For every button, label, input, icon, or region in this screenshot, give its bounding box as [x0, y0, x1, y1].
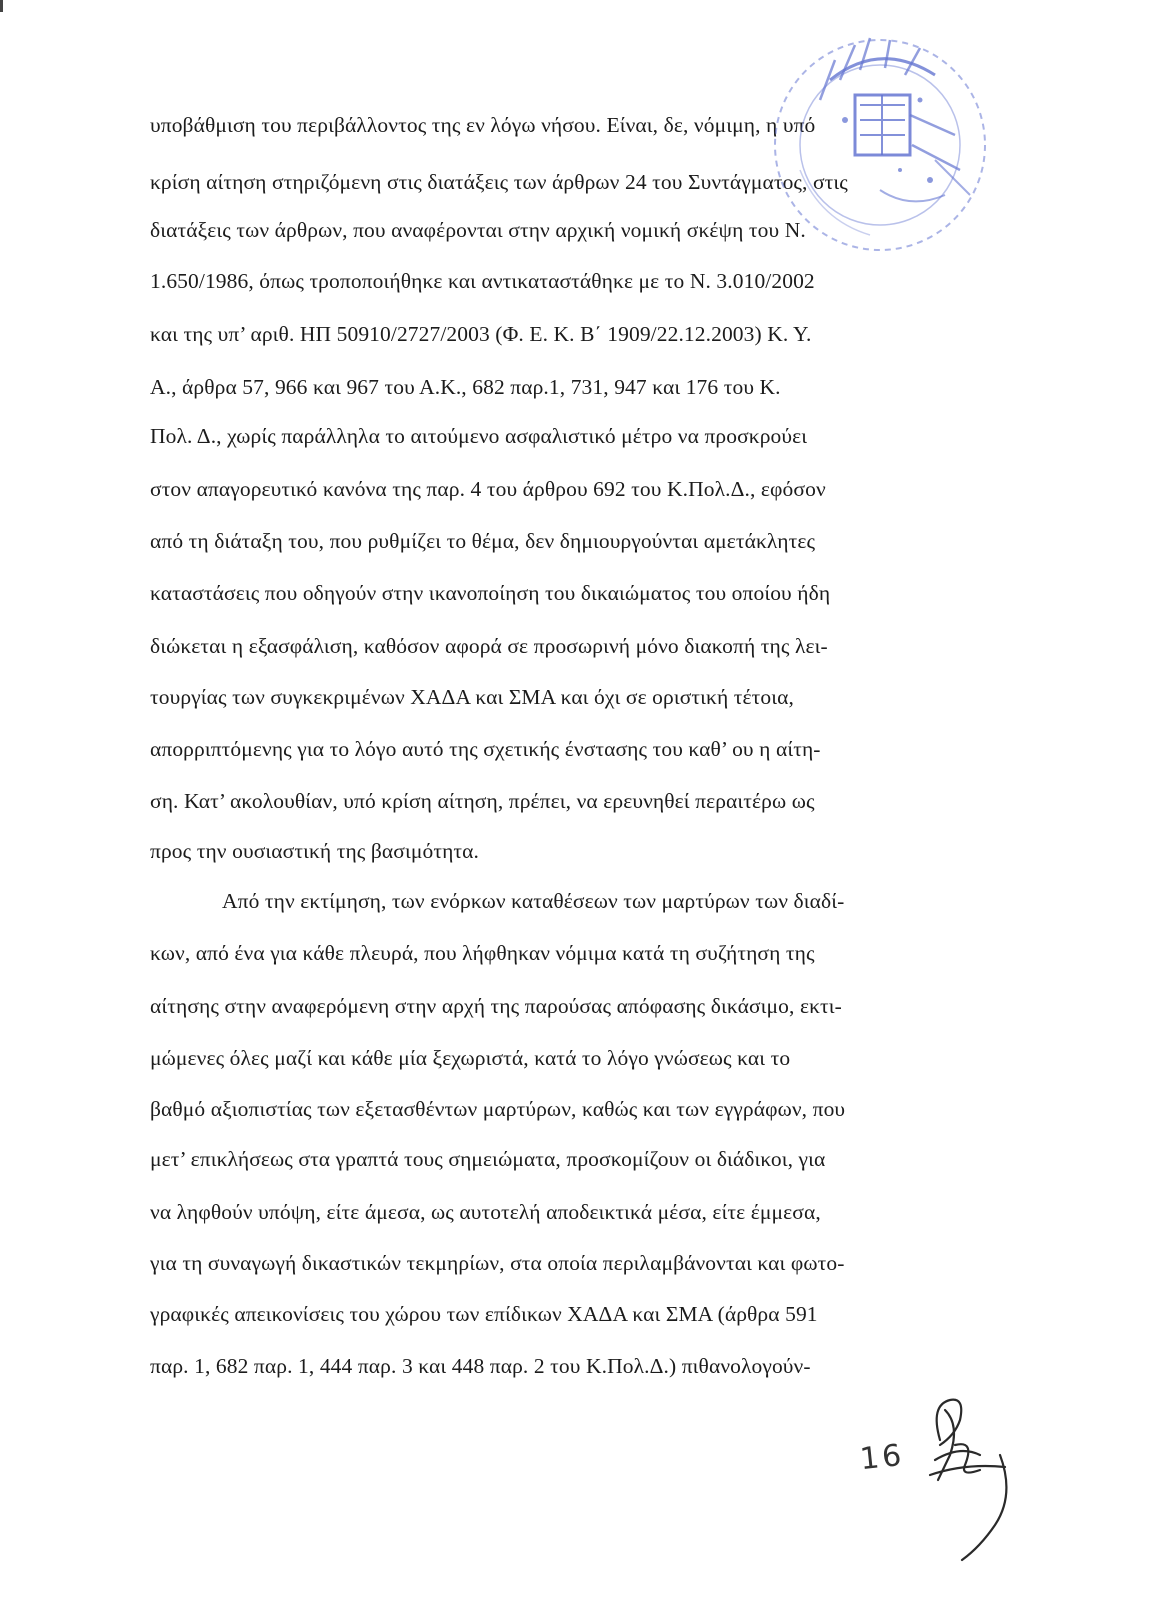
- text-line-20: βαθμό αξιοπιστίας των εξετασθέντων μαρτύρων, καθώς και των εγγράφων, που: [150, 1097, 846, 1121]
- text-line-13: απορριπτόμενης για το λόγο αυτό της σχετικής ένστασης του καθ’ ου η αίτη-: [150, 737, 821, 761]
- text-line-4: 1.650/1986, όπως τροποποιήθηκε και αντικαταστάθηκε με το Ν. 3.010/2002: [150, 269, 815, 293]
- page-number: 16: [858, 1437, 906, 1478]
- text-line-18: αίτησης στην αναφερόμενη στην αρχή της παρούσας απόφασης δικάσιμο, εκτι-: [150, 994, 842, 1018]
- text-line-21: μετ’ επικλήσεως στα γραπτά τους σημειώματα, προσκομίζουν οι διάδικοι, για: [150, 1147, 826, 1171]
- text-line-5: και της υπ’ αριθ. ΗΠ 50910/2727/2003 (Φ. Ε. Κ. Β΄ 1909/22.12.2003) Κ. Υ.: [150, 322, 812, 346]
- text-line-19: μώμενες όλες μαζί και κάθε μία ξεχωριστά, κατά το λόγο γνώσεως και το: [150, 1046, 791, 1070]
- text-line-23: για τη συναγωγή δικαστικών τεκμηρίων, στα οποία περιλαμβάνονται και φωτο-: [150, 1251, 845, 1275]
- text-line-2: κρίση αίτηση στηριζόμενη στις διατάξεις των άρθρων 24 του Συντάγματος, στις: [150, 170, 848, 194]
- scan-edge-mark: [0, 0, 3, 12]
- text-line-17: κων, από ένα για κάθε πλευρά, που λήφθηκαν νόμιμα κατά τη συζήτηση της: [150, 941, 815, 965]
- signature: [920, 1385, 1020, 1565]
- text-line-10: καταστάσεις που οδηγούν στην ικανοποίηση του δικαιώματος του οποίου ήδη: [150, 581, 831, 605]
- text-line-3: διατάξεις των άρθρων, που αναφέρονται στην αρχική νομική σκέψη του Ν.: [150, 218, 806, 242]
- text-line-24: γραφικές απεικονίσεις του χώρου των επίδικων ΧΑΔΑ και ΣΜΑ (άρθρα 591: [150, 1302, 818, 1326]
- text-line-7: Πολ. Δ., χωρίς παράλληλα το αιτούμενο ασφαλιστικό μέτρο να προσκρούει: [150, 424, 808, 448]
- text-line-14: ση. Κατ’ ακολουθίαν, υπό κρίση αίτηση, πρέπει, να ερευνηθεί περαιτέρω ως: [150, 789, 815, 813]
- text-line-15: προς την ουσιαστική της βασιμότητα.: [150, 839, 479, 863]
- text-line-12: τουργίας των συγκεκριμένων ΧΑΔΑ και ΣΜΑ και όχι σε οριστική τέτοια,: [150, 685, 794, 709]
- text-line-25: παρ. 1, 682 παρ. 1, 444 παρ. 3 και 448 παρ. 2 του Κ.Πολ.Δ.) πιθανολογούν-: [150, 1354, 811, 1378]
- text-line-22: να ληφθούν υπόψη, είτε άμεσα, ως αυτοτελή αποδεικτικά μέσα, είτε έμμεσα,: [150, 1200, 821, 1224]
- text-line-8: στον απαγορευτικό κανόνα της παρ. 4 του άρθρου 692 του Κ.Πολ.Δ., εφόσον: [150, 477, 826, 501]
- text-line-6: Α., άρθρα 57, 966 και 967 του Α.Κ., 682 παρ.1, 731, 947 και 176 του Κ.: [150, 375, 781, 399]
- text-line-11: διώκεται η εξασφάλιση, καθόσον αφορά σε προσωρινή μόνο διακοπή της λει-: [150, 634, 828, 658]
- paragraph-2-first-line: Από την εκτίμηση, των ενόρκων καταθέσεων των μαρτύρων των διαδί-: [222, 889, 845, 913]
- text-line-1: υποβάθμιση του περιβάλλοντος της εν λόγω νήσου. Είναι, δε, νόμιμη, η υπό: [150, 113, 816, 137]
- text-line-9: από τη διάταξη του, που ρυθμίζει το θέμα, δεν δημιουργούνται αμετάκλητες: [150, 529, 816, 553]
